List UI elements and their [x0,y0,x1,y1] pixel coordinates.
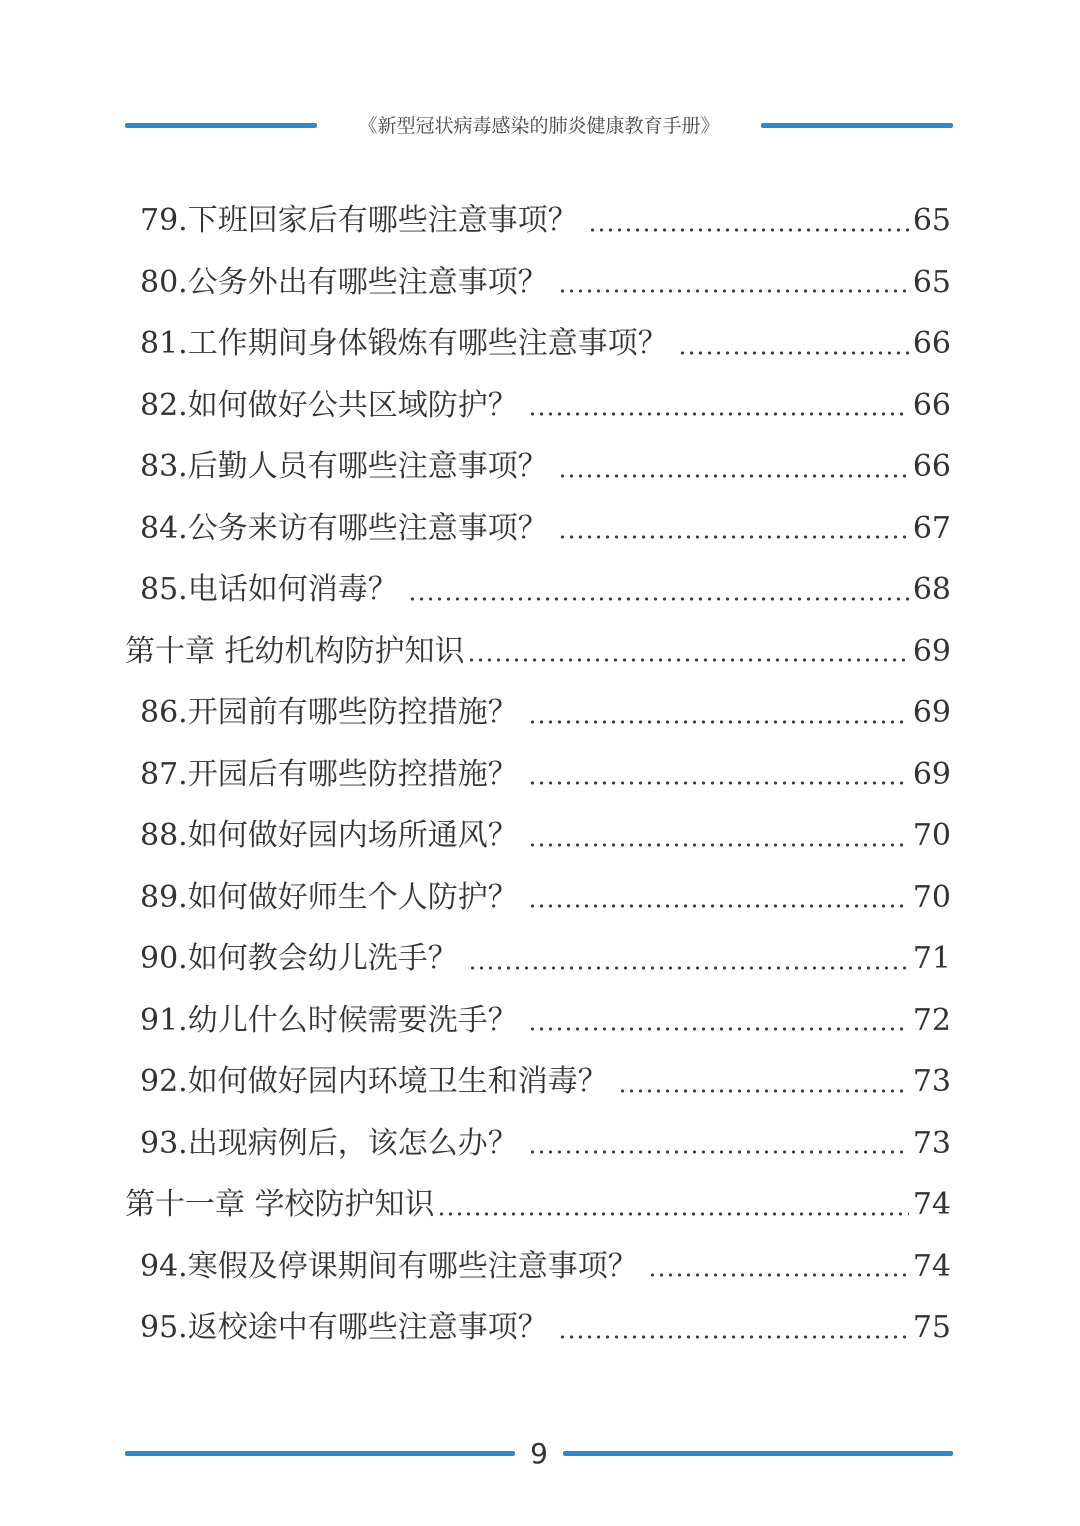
toc-entry[interactable] [0,867,1080,929]
toc-page-number: 66 [912,387,951,423]
toc-entry[interactable] [0,498,1080,560]
toc-entry-title: 82.如何做好公共区域防护？ [140,387,518,423]
toc-entry-title: 79.下班回家后有哪些注意事项？ [140,203,578,238]
toc-entry[interactable] [0,1236,1080,1298]
toc-entry-title: 84.公务来访有哪些注意事项？ [140,510,548,546]
toc-page-number: 69 [912,633,951,669]
toc-entry-title: 80.公务外出有哪些注意事项？ [140,264,548,300]
toc-entry-title: 81.工作期间身体锻炼有哪些注意事项？ [140,326,668,361]
toc-entry[interactable] [0,190,1080,252]
toc-page-number: 73 [912,1064,951,1099]
toc-entry-title: 第十章 托幼机构防护知识 [125,633,465,669]
toc-entry[interactable] [0,805,1080,867]
dot-leader [618,1088,909,1094]
dot-leader [558,473,909,479]
dot-leader [528,903,909,909]
toc-page-number: 72 [912,1002,951,1038]
toc-page-number: 74 [912,1248,951,1284]
dot-leader [528,1026,909,1032]
dot-leader [408,596,909,602]
toc-entry-title: 92.如何做好园内环境卫生和消毒？ [140,1064,608,1099]
toc-chapter-heading[interactable] [0,1174,1080,1236]
toc-entry[interactable] [0,1113,1080,1175]
toc-page-number: 65 [912,203,951,238]
toc-chapter-heading[interactable] [0,621,1080,683]
toc-page-number: 74 [912,1187,951,1222]
dot-leader [467,657,909,663]
header-rule-right [761,123,953,128]
toc-entry-title: 93.出现病例后，该怎么办？ [140,1125,518,1161]
toc-page-number: 73 [912,1125,951,1161]
toc-page-number: 69 [912,695,951,730]
dot-leader [528,780,909,786]
dot-leader [528,411,909,417]
toc-entry-title: 91.幼儿什么时候需要洗手？ [140,1002,518,1038]
toc-entry[interactable] [0,436,1080,498]
dot-leader [528,719,909,725]
dot-leader [558,288,909,294]
header-rule-left [125,123,317,128]
toc-entry-title: 83.后勤人员有哪些注意事项？ [140,449,548,484]
toc-entry[interactable] [0,1051,1080,1113]
toc-entry[interactable] [0,682,1080,744]
toc-entry[interactable] [0,559,1080,621]
toc-entry-title: 第十一章 学校防护知识 [125,1187,435,1222]
toc-page-number: 70 [912,879,951,915]
toc-entry-title: 89.如何做好师生个人防护？ [140,879,518,915]
toc-entry[interactable] [0,252,1080,314]
dot-leader [437,1211,909,1217]
toc-page-number: 75 [912,1310,951,1345]
toc-entry-title: 95.返校途中有哪些注意事项？ [140,1310,548,1345]
toc-entry[interactable] [0,990,1080,1052]
footer-rule-right [563,1451,953,1456]
toc-page-number: 65 [912,264,951,300]
toc-entry-title: 86.开园前有哪些防控措施？ [140,695,518,730]
page-footer [125,1435,953,1475]
dot-leader [468,965,909,971]
toc-page-number: 71 [912,941,951,976]
dot-leader [528,842,909,848]
page-number: 9 [530,1437,548,1470]
toc-entry[interactable] [0,744,1080,806]
toc-entry-title: 90.如何教会幼儿洗手？ [140,941,458,976]
page-header [125,106,953,146]
toc-page-number: 66 [912,449,951,484]
dot-leader [558,534,909,540]
toc-page-number: 67 [912,510,951,546]
toc-page-number: 70 [912,818,951,853]
table-of-contents [0,190,1080,1359]
dot-leader [648,1272,909,1278]
toc-page-number: 66 [912,326,951,361]
dot-leader [678,350,909,356]
toc-page-number: 69 [912,756,951,792]
toc-entry[interactable] [0,313,1080,375]
toc-entry[interactable] [0,928,1080,990]
toc-entry[interactable] [0,1297,1080,1359]
dot-leader [588,227,909,233]
toc-entry-title: 88.如何做好园内场所通风？ [140,818,518,853]
dot-leader [528,1149,909,1155]
toc-entry-title: 85.电话如何消毒？ [140,572,398,607]
dot-leader [558,1334,909,1340]
toc-page-number: 68 [912,572,951,607]
book-title: 《新型冠状病毒感染的肺炎健康教育手册》 [358,115,720,137]
toc-entry-title: 94.寒假及停课期间有哪些注意事项？ [140,1248,638,1284]
toc-entry[interactable] [0,375,1080,437]
toc-entry-title: 87.开园后有哪些防控措施？ [140,756,518,792]
